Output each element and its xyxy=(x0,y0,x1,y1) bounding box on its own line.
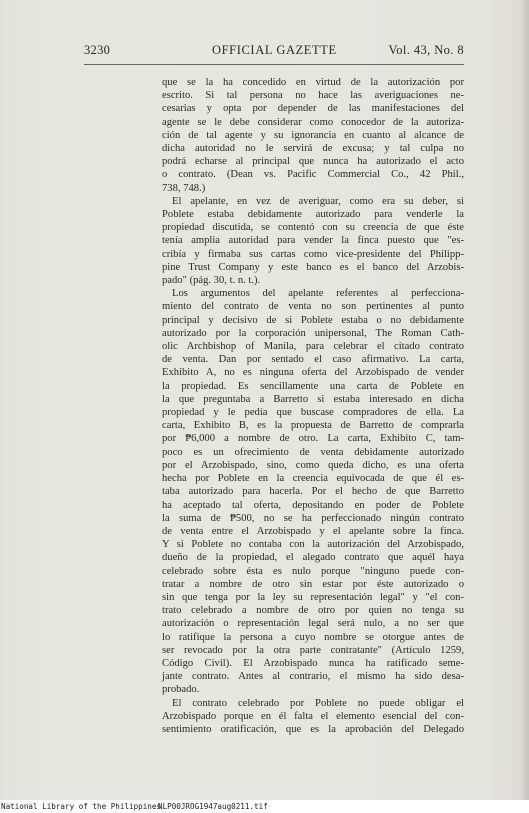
text-line: 738, 748.) xyxy=(162,182,206,194)
volume-number: Vol. 43, No. 8 xyxy=(388,43,464,57)
text-line: de venta. Dan por sentado el caso afirmativo. La carta, xyxy=(162,354,464,366)
text-line: de venta entre el Arzobispado y el apelante sobre la finca. xyxy=(162,525,464,537)
text-line: taba autorizado para hacerla. Por el hecho de que Barretto xyxy=(162,486,464,498)
text-line: Poblete estaba debidamente autorizado para venderle la xyxy=(162,209,464,221)
text-line: sentimiento oratificación, que es la aprobación del Delegado xyxy=(162,723,464,735)
text-line: ha aceptado tal oferta, depositando en poder de Poblete xyxy=(162,499,464,511)
text-line: ser revocado por la otra parte contratante" (Artículo 1259, xyxy=(162,644,464,656)
text-line: la propiedad. Es sencillamente una carta de Poblete en xyxy=(162,380,464,392)
text-line: podrá echarse al principal que nunca ha autorizado el acto xyxy=(162,156,464,168)
text-line: cribía y firmaba sus cartas como vice-presidente del Philipp- xyxy=(162,248,464,260)
text-line: Los argumentos del apelante referentes al perfecciona- xyxy=(172,288,464,300)
text-line: lo ratifique la persona a cuyo nombre se otorgue antes de xyxy=(162,631,464,643)
text-line: o contrato. (Dean vs. Pacific Commercial Co., 42 Phil., xyxy=(162,169,464,181)
text-line: El apelante, en vez de averiguar, como era su deber, si xyxy=(172,195,464,207)
text-line: probado. xyxy=(162,684,200,696)
text-line: miento del contrato de venta no son pertinentes al punto xyxy=(162,301,464,313)
publication-title: OFFICIAL GAZETTE xyxy=(212,43,337,57)
text-line: pado" (pág. 30, t. n. t.). xyxy=(162,275,261,287)
footer-institution: National Library of the Philippines xyxy=(1,802,162,811)
text-line: la que preguntaba a Barretto si estaba interesado en dicha xyxy=(162,393,464,405)
page-edge-shadow xyxy=(519,0,529,800)
text-line: tenía amplia autoridad para vender la finca puesto que "es- xyxy=(162,235,464,247)
text-line: la suma de ₱500, no se ha perfeccionado ningún contrato xyxy=(162,512,464,524)
text-line: hecha por Poblete en la creencia equivocada de que él es- xyxy=(162,473,464,485)
text-line: Exhibito A, no es ninguna oferta del Arzobispado de vender xyxy=(162,367,464,379)
text-line: jante contrato. Antes al contrario, el mismo ha sido desa- xyxy=(162,671,464,683)
text-line: celebrado sobre ésta es nulo porque "ninguno puede con- xyxy=(162,565,464,577)
page-header xyxy=(84,43,464,61)
text-line: por el Arzobispado, sino, como queda dicho, es una oferta xyxy=(162,459,464,471)
text-line: El contrato celebrado por Poblete no puede obligar el xyxy=(172,697,464,709)
text-line: principal y decisivo de si Poblete estaba o no debidamente xyxy=(162,314,464,326)
text-line: trato celebrado a nombre de otro por quien no tenga su xyxy=(162,605,464,617)
text-line: escrito. Si tal persona no hace las averiguaciones ne- xyxy=(162,90,464,102)
body-text xyxy=(162,76,464,736)
text-line: Código Civil). El Arzobispado nunca ha ratificado seme- xyxy=(162,657,464,669)
text-line: dicha autoridad no le servirá de excusa; y tal culpa no xyxy=(162,143,464,155)
text-line: agente se le debe considerar como conocedor de la autoriza- xyxy=(162,116,464,128)
scan-footer xyxy=(0,800,529,813)
text-line: dueño de la propiedad, el alegado contrato que aquél haya xyxy=(162,552,464,564)
text-line: pine Trust Company y este banco es el banco del Arzobis- xyxy=(162,261,464,273)
footer-filename: NLP00JROG1947aug0211.tif xyxy=(158,802,268,811)
text-line: tratar a nombre de otro sin estar por éste autorizado o xyxy=(162,578,464,590)
text-line: carta, Exhibito B, es la propuesta de Barretto de comprarla xyxy=(162,420,464,432)
header-rule xyxy=(84,64,464,65)
text-line: Y si Poblete no contaba con la autorización del Arzobispado, xyxy=(162,539,464,551)
text-line: cesarias y opta por depender de las manifestaciones del xyxy=(162,103,464,115)
text-line: ción de tal agente y su ignorancia en cuanto al alcance de xyxy=(162,129,464,141)
text-line: sin que tenga por la ley su representación legal" y "el con- xyxy=(162,591,464,603)
text-line: por ₱6,000 a nombre de otro. La carta, Exhibito C, tam- xyxy=(162,433,464,445)
text-line: autorizado por la corporación unipersonal, The Roman Cath- xyxy=(162,327,464,339)
text-line: propiedad discutida, se contentó con su creencia de que éste xyxy=(162,222,464,234)
text-line: propiedad y le pedía que buscase compradores de ella. La xyxy=(162,407,464,419)
text-line: autorización o representación legal será nulo, a no ser que xyxy=(162,618,464,630)
page-number: 3230 xyxy=(84,43,111,57)
text-line: olic Archbishop of Manila, para celebrar el citado contrato xyxy=(162,341,464,353)
text-line: Arzobispado porque en él falta el elemento esencial del con- xyxy=(162,710,464,722)
text-line: que se la ha concedido en virtud de la autorización por xyxy=(162,77,464,88)
text-line: poco es un ofrecimiento de venta debidamente autorizado xyxy=(162,446,464,458)
